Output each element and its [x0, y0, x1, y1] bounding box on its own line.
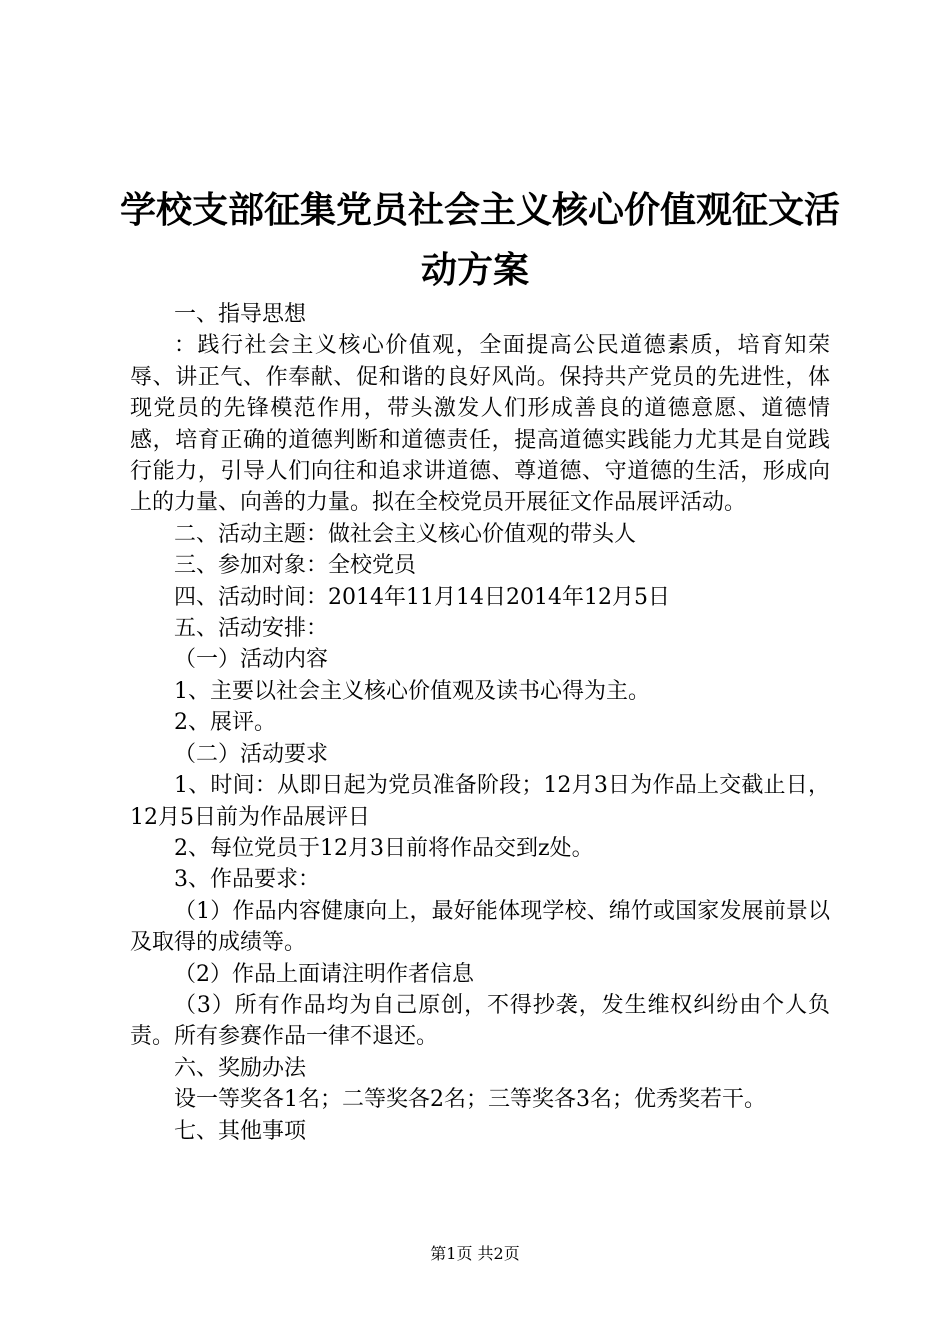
subsection-activity-requirements: （二）活动要求: [174, 741, 329, 767]
section-participants: 三、参加对象：全校党员: [174, 553, 417, 579]
section-heading-arrangement: 五、活动安排：: [174, 616, 329, 642]
list-item: （3）所有作品均为自己原创，不得抄袭，发生维权纠纷由个人负责。所有参赛作品一律不退还。: [130, 992, 830, 1050]
paragraph-awards: 设一等奖各1名；二等奖各2名；三等奖各3名；优秀奖若干。: [174, 1087, 766, 1113]
list-item: （1）作品内容健康向上，最好能体现学校、绵竹或国家发展前景以及取得的成绩等。: [130, 898, 830, 956]
document-title-line-2: 动方案: [420, 249, 529, 291]
list-item: 3、作品要求：: [174, 867, 320, 893]
section-heading-guiding-thought: 一、指导思想: [174, 302, 307, 327]
list-item: 1、主要以社会主义核心价值观及读书心得为主。: [174, 678, 650, 704]
list-item: 2、每位党员于12月3日前将作品交到z处。: [174, 835, 594, 861]
list-item: 2、展评。: [174, 710, 276, 736]
section-heading-other: 七、其他事项: [174, 1118, 307, 1144]
page-number-footer: 第1页 共2页: [430, 1244, 520, 1263]
list-item: 1、时间：从即日起为党员准备阶段；12月3日为作品上交截止日，12月5日前为作品展评日: [130, 773, 830, 830]
section-activity-time: 四、活动时间：2014年11月14日2014年12月5日: [174, 584, 670, 610]
document-body: [130, 299, 830, 1147]
section-activity-theme: 二、活动主题：做社会主义核心价值观的带头人: [174, 521, 637, 547]
document-title-line-1: 学校支部征集党员社会主义核心价值观征文活: [120, 189, 841, 231]
paragraph-guiding-thought: ：践行社会主义核心价值观，全面提高公民道德素质，培育知荣辱、讲正气、作奉献、促和谐的良好风尚。保持共产党员的先进性，体现党员的先锋模范作用，带头激发人们形成善良的道德意愿、道德情感，培育正确的道德判断和道德责任，提高道德实践能力尤其是自觉践行能力，引导人们向往和追求讲道德、尊道德、守道德的生活，形成向上的力量、向善的力量。拟在全校党员开展征文作品展评活动。: [130, 333, 830, 516]
section-heading-awards: 六、奖励办法: [174, 1055, 307, 1081]
subsection-activity-content: （一）活动内容: [174, 647, 329, 673]
list-item: （2）作品上面请注明作者信息: [174, 961, 474, 987]
